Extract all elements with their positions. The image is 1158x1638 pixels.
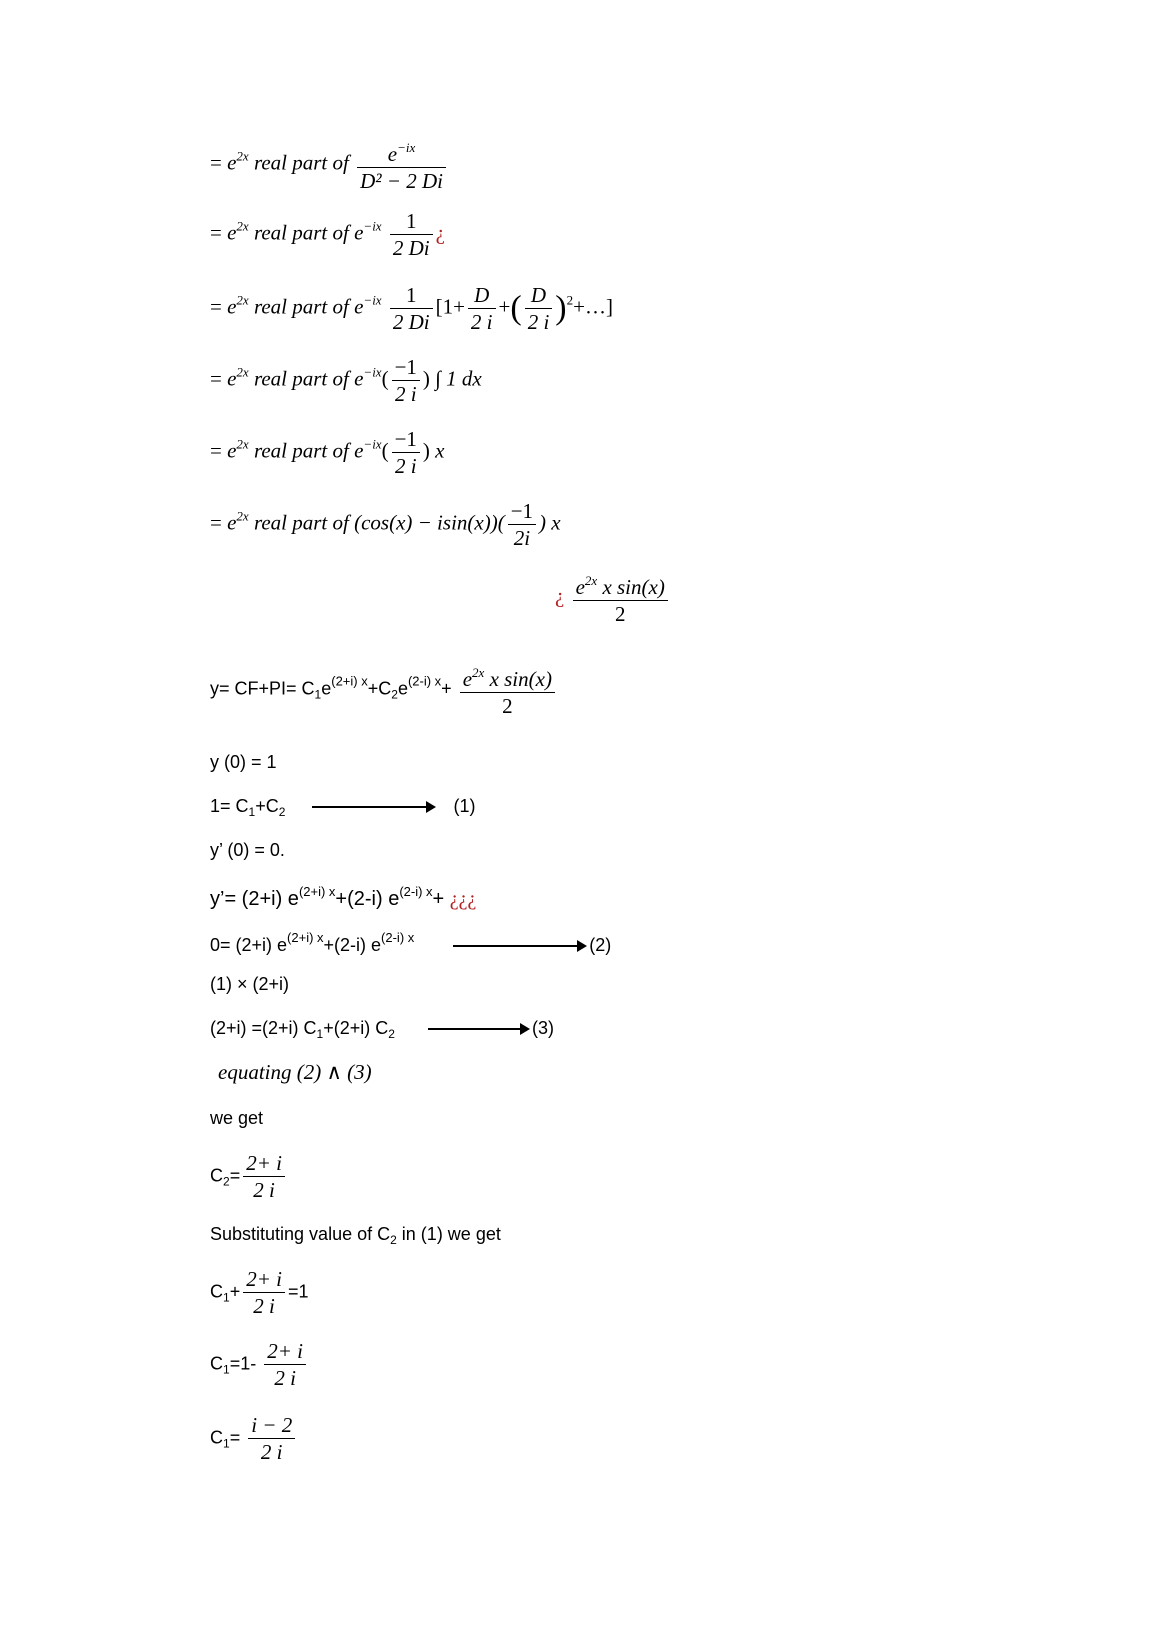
fraction (508, 498, 536, 551)
real-part-text: real part of (253, 150, 349, 175)
fraction (392, 354, 420, 407)
equals-sign: = (210, 510, 228, 535)
numerator: 2+ i (246, 1267, 282, 1291)
exponent: (2+i) x (298, 884, 336, 899)
subscript: 1 (223, 1290, 230, 1305)
denominator: D² − 2 Di (357, 167, 446, 194)
exponent: −ix (363, 364, 382, 380)
fraction (468, 282, 496, 335)
text: +(2-i) e (323, 935, 382, 955)
paren: ( (510, 289, 522, 327)
exponent: −ix (363, 218, 382, 234)
text: 1= C (210, 796, 249, 816)
denominator: 2 i (243, 1176, 285, 1203)
denominator: 2 i (264, 1364, 306, 1391)
c1-equation (210, 1266, 309, 1319)
text: =1 (287, 1281, 309, 1302)
denominator: 2 Di (390, 234, 433, 261)
step-4: = $e^{2x}$ real part of $e^{-ix}$( $\frac{-1}{2 i}$ ) ∫ 1 dx (210, 355, 482, 406)
numerator: 2+ i (267, 1339, 303, 1363)
denominator: 2 i (392, 380, 420, 407)
text: +(2+i) C (323, 1018, 389, 1038)
exponent: (2+i) x (331, 673, 368, 689)
exponent: (2+i) x (287, 930, 324, 945)
equation-2 (210, 930, 611, 956)
equating-text: equating (2) ∧ (3) (218, 1060, 372, 1084)
text: Substituting value of C (210, 1224, 391, 1244)
step-1 (210, 135, 449, 194)
plus-sign: + (498, 294, 511, 319)
subscript: 2 (390, 1233, 397, 1247)
fraction (390, 282, 433, 335)
e-symbol: e (227, 366, 237, 391)
text: in (1) we get (396, 1224, 501, 1244)
text: 0= (2+i) e (210, 935, 288, 955)
term: 1+ (442, 294, 465, 319)
equation-label: (1) (453, 796, 476, 816)
denominator: 2 i (248, 1438, 295, 1465)
fraction (460, 660, 555, 719)
subscript: 2 (278, 805, 286, 819)
derivative (210, 884, 476, 911)
right-arrow-icon (312, 806, 434, 808)
denominator: 2 (460, 692, 555, 719)
bracket: [ (435, 294, 443, 319)
fraction (357, 135, 446, 194)
exponent: 2x (236, 436, 249, 452)
step-6 (210, 498, 561, 551)
step-2 (210, 208, 445, 261)
right-arrow-icon (453, 945, 585, 947)
initial-condition-y: y (0) = 1 (210, 752, 277, 772)
fraction (525, 282, 553, 335)
plus-sign: + (432, 888, 445, 910)
text: (2+i) =(2+i) C (210, 1018, 317, 1038)
subscript: 2 (388, 1027, 395, 1041)
exponent: −ix (363, 436, 382, 452)
text: =1- (229, 1353, 257, 1374)
general-solution (210, 660, 558, 719)
initial-condition-yprime: y’ (0) = 0. (210, 840, 285, 860)
equals-sign: = (210, 438, 228, 463)
exponent: (2-i) x (407, 673, 442, 689)
c1-rearranged (210, 1338, 309, 1391)
exponent: 2x (236, 292, 249, 308)
text: +C (367, 678, 392, 699)
fraction (392, 426, 420, 479)
numerator: 2+ i (246, 1151, 282, 1175)
exponent: 2x (236, 148, 249, 164)
text: +C (255, 796, 279, 816)
numerator: i − 2 (251, 1413, 293, 1437)
fraction (264, 1338, 306, 1391)
substituting-text (210, 1224, 501, 1247)
e-symbol: e (227, 294, 237, 319)
equals-sign: = (210, 294, 228, 319)
e-symbol: e (227, 220, 237, 245)
exponent: 2x (236, 218, 249, 234)
e-symbol: e (227, 438, 237, 463)
exponent: (2-i) x (399, 884, 433, 899)
variable: ) x (539, 510, 561, 535)
equals-sign: = (210, 366, 228, 391)
equals-sign: = (229, 1165, 241, 1186)
fraction (243, 1266, 285, 1319)
e-symbol: e (354, 220, 364, 245)
equation-1 (210, 796, 475, 819)
subscript: 1 (314, 687, 322, 702)
text: C (210, 1281, 223, 1302)
fraction (390, 208, 433, 261)
equation-3 (210, 1018, 554, 1041)
placeholder-glyph: ¿¿¿ (449, 888, 477, 910)
e-symbol: e (354, 366, 364, 391)
text: C (210, 1165, 223, 1186)
integral: ∫ 1 dx (435, 366, 482, 391)
e-symbol: e (227, 150, 237, 175)
real-part-text: real part of (253, 366, 349, 391)
fraction (243, 1150, 285, 1203)
denominator: 2 i (525, 308, 553, 335)
real-part-text: real part of (253, 438, 349, 463)
real-part-text: real part of (253, 294, 349, 319)
step-3 (210, 282, 613, 335)
step-5: = $e^{2x}$ real part of $e^{-ix}$( $\frac{-1}{2 i}$ ) x (210, 427, 445, 478)
equals-sign: = (210, 220, 228, 245)
text: C (210, 1353, 223, 1374)
numerator: $e^{2x}$ x sin(x) (462, 665, 552, 691)
placeholder-glyph: ¿ (435, 220, 445, 245)
numerator: 1 (405, 209, 417, 233)
c2-value (210, 1150, 288, 1203)
exponent: −ix (363, 292, 382, 308)
denominator: 2 i (468, 308, 496, 335)
denominator: 2 Di (390, 308, 433, 335)
equation-label: (3) (531, 1018, 554, 1038)
exponent: 2x (236, 508, 249, 524)
numerator: D (474, 283, 490, 307)
subscript: 2 (223, 1174, 230, 1189)
numerator: −1 (394, 427, 417, 451)
fraction (248, 1412, 295, 1465)
we-get-text: we get (210, 1108, 264, 1128)
paren: ) (555, 289, 567, 327)
right-arrow-icon (428, 1028, 528, 1030)
subscript: 1 (223, 1362, 230, 1377)
exponent: 2x (236, 364, 249, 380)
denominator: 2i (508, 524, 536, 551)
c1-value (210, 1412, 298, 1465)
numerator: −1 (510, 499, 534, 523)
subscript: 1 (248, 805, 256, 819)
e-symbol: e (397, 678, 408, 699)
equals-sign: = (210, 150, 228, 175)
text: +(2-i) e (335, 888, 400, 910)
equals-sign: = (229, 1427, 241, 1448)
numerator: −1 (394, 355, 417, 379)
multiply-step: (1) × (2+i) (210, 974, 290, 994)
real-part-text: real part of (253, 510, 349, 535)
plus-sign: + (441, 678, 452, 699)
series-tail: +…] (573, 294, 613, 319)
denominator: 2 (573, 600, 668, 627)
subscript: 1 (316, 1027, 324, 1041)
numerator: $e^{2x}$ x sin(x) (575, 573, 665, 599)
text: y’= (2+i) e (210, 888, 299, 910)
trig-term: (cos(x) − isin(x))( (354, 510, 505, 535)
variable: x (435, 438, 445, 463)
exponent: (2-i) x (381, 930, 415, 945)
subscript: 1 (223, 1436, 230, 1451)
text: C (210, 1427, 223, 1448)
fraction (573, 568, 668, 627)
denominator: 2 i (243, 1292, 285, 1319)
text: y= CF+PI= C (210, 678, 315, 699)
numerator: $e^{-ix}$ (387, 140, 416, 166)
denominator: 2 i (392, 452, 420, 479)
real-part-text: real part of (253, 220, 349, 245)
numerator: D (530, 283, 547, 307)
e-symbol: e (321, 678, 332, 699)
exponent: 2 (566, 292, 574, 308)
e-symbol: e (354, 294, 364, 319)
e-symbol: e (354, 438, 364, 463)
numerator: 1 (405, 283, 417, 307)
placeholder-glyph: ¿ (555, 583, 565, 608)
equation-label: (2) (589, 935, 612, 955)
subscript: 2 (391, 687, 398, 702)
e-symbol: e (227, 510, 237, 535)
plus-sign: + (229, 1281, 241, 1302)
particular-integral-result (555, 568, 671, 627)
